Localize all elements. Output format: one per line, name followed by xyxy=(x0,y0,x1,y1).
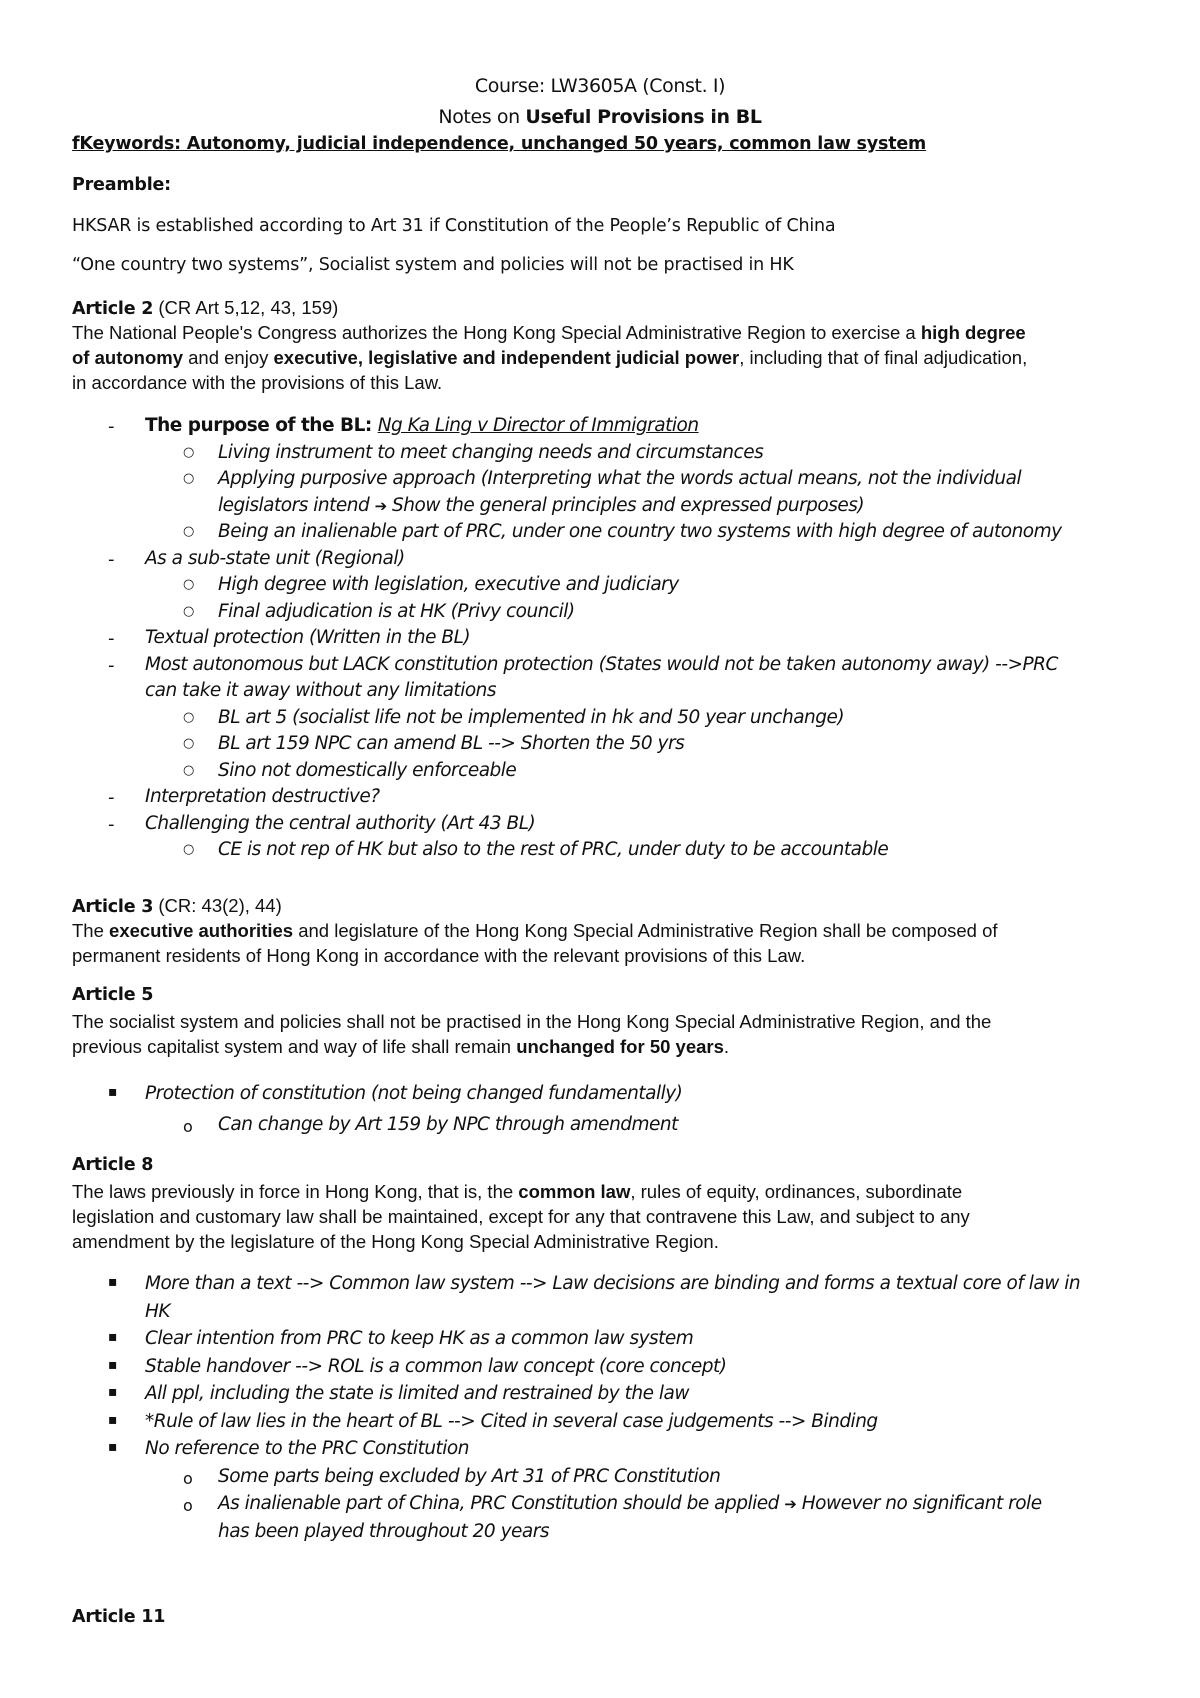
article-5-text-3: . xyxy=(723,1036,730,1057)
note-item xyxy=(218,442,763,463)
dash-bullet-icon: - xyxy=(108,548,115,570)
note-text: Some parts being excluded by Art 31 of PRC Constitution xyxy=(218,1465,721,1487)
note-item xyxy=(145,1383,689,1404)
note-text: No reference to the PRC Constitution xyxy=(145,1438,469,1459)
note-text: However no significant role xyxy=(796,1493,1042,1514)
circle-bullet-icon: ○ xyxy=(183,842,195,857)
circle-bullet-icon: ○ xyxy=(183,603,195,619)
article-8-text-3: legislation and customary law shall be maintained, except for any that contravene this Law, and subject to any xyxy=(72,1206,970,1227)
note-item xyxy=(218,760,516,781)
note-text: As a sub-state unit (Regional) xyxy=(145,547,405,569)
article-2-bold-2: of autonomy xyxy=(72,347,183,368)
article-2-text-4: in accordance with the provisions of this Law. xyxy=(72,372,443,393)
note-text: Protection of constitution (not being changed fundamentally) xyxy=(145,1083,683,1104)
note-item xyxy=(145,548,405,569)
article-2-text-2: and enjoy xyxy=(183,347,274,368)
keywords-line: fKeywords: Autonomy, judicial independence, unchanged 50 years, common law system xyxy=(72,134,927,154)
note-text: CE is not rep of HK but also to the rest of PRC, under duty to be accountable xyxy=(218,839,889,860)
dash-bullet-icon: - xyxy=(108,628,115,649)
article-3-text-2: and legislature of the Hong Kong Special Administrative Region shall be composed of xyxy=(293,920,998,941)
dash-bullet-icon: - xyxy=(108,813,115,835)
circle-bullet-icon: ○ xyxy=(183,709,195,725)
note-text: All ppl, including the state is limited and restrained by the law xyxy=(145,1383,689,1404)
square-bullet-icon: ▪ xyxy=(108,1329,118,1345)
note-item xyxy=(145,813,535,834)
circle-bullet-icon: o xyxy=(183,1117,193,1136)
square-bullet-icon: ▪ xyxy=(108,1274,118,1290)
article-5-heading: Article 5 xyxy=(72,985,154,1005)
note-item xyxy=(145,627,470,648)
article-2-text-1: The National People's Congress authorizes the Hong Kong Special Administrative Region to exercise a xyxy=(72,322,921,343)
article-2-text xyxy=(72,320,1132,395)
note-text: Interpretation destructive? xyxy=(145,786,380,807)
circle-bullet-icon: ○ xyxy=(183,577,195,592)
note-text: Final adjudication is at HK (Privy council) xyxy=(218,600,575,622)
dash-bullet-icon: - xyxy=(108,787,115,808)
article-2-ref: (CR Art 5,12, 43, 159) xyxy=(153,297,339,318)
article-3-ref: (CR: 43(2), 44) xyxy=(153,895,282,916)
article-2-bold-3: executive, legislative and independent judicial power xyxy=(273,347,740,368)
note-text: Being an inalienable part of PRC, under one country two systems with high degree of autonomy xyxy=(218,521,1062,542)
note-text: BL art 5 (socialist life not be implemented in hk and 50 year unchange) xyxy=(218,706,845,728)
note-item xyxy=(218,468,1021,489)
note-item xyxy=(145,680,496,701)
preamble-heading: Preamble: xyxy=(72,175,171,195)
note-item xyxy=(145,1411,878,1432)
note-item xyxy=(145,1328,693,1349)
note-text: Applying purposive approach (Interpreting what the words actual means, not the individual xyxy=(218,468,1022,489)
square-bullet-icon: ▪ xyxy=(108,1084,118,1100)
arrow-right-icon: ➔ xyxy=(374,496,387,515)
note-text: Textual protection (Written in the BL) xyxy=(145,627,471,648)
note-item xyxy=(145,1083,682,1104)
note-item xyxy=(145,1301,170,1322)
article-11-heading: Article 11 xyxy=(72,1607,166,1627)
article-3-text xyxy=(72,918,1132,968)
article-5-text-1: The socialist system and policies shall not be practised in the Hong Kong Special Administrative Region, and the xyxy=(72,1011,992,1032)
note-text: High degree with legislation, executive and judiciary xyxy=(218,574,679,595)
note-text-pre: As inalienable part of China, PRC Constitution should be applied xyxy=(218,1493,785,1514)
article-8-text xyxy=(72,1179,1132,1254)
note-text: More than a text --> Common law system --> Law decisions are binding and forms a textual core of law in xyxy=(145,1273,1081,1294)
article-2-text-3: , including that of final adjudication, xyxy=(739,347,1028,368)
article-5-text-2: previous capitalist system and way of life shall remain xyxy=(72,1036,517,1057)
square-bullet-icon: ▪ xyxy=(108,1411,118,1428)
note-item xyxy=(218,733,684,754)
circle-bullet-icon: o xyxy=(183,1496,193,1515)
note-text: has been played throughout 20 years xyxy=(218,1520,549,1542)
preamble-line-1: HKSAR is established according to Art 31 if Constitution of the People’s Republic of China xyxy=(72,216,836,236)
circle-bullet-icon: ○ xyxy=(183,736,195,751)
article-3-heading: Article 3 xyxy=(72,897,154,917)
article-3-bold-1: executive authorities xyxy=(109,920,294,941)
article-8-text-1: The laws previously in force in Hong Kong, that is, the xyxy=(72,1181,519,1202)
note-item xyxy=(145,1273,1080,1294)
case-reference: Ng Ka Ling v Director of Immigration xyxy=(377,415,699,436)
article-8-text-2: , rules of equity, ordinances, subordinate xyxy=(630,1181,963,1202)
circle-bullet-icon: ○ xyxy=(183,762,195,778)
article-2-bold-1: high degree xyxy=(920,322,1026,343)
note-item xyxy=(145,1438,469,1459)
article-8-text-4: amendment by the legislature of the Hong Kong Special Administrative Region. xyxy=(72,1231,719,1252)
square-bullet-icon: ▪ xyxy=(108,1384,118,1400)
note-item xyxy=(218,601,575,622)
note-text: Most autonomous but LACK constitution protection (States would not be taken autonomy away) -->PRC xyxy=(145,653,1058,675)
arrow-right-icon: ➔ xyxy=(784,1495,797,1513)
note-item xyxy=(145,415,699,436)
circle-bullet-icon: ○ xyxy=(183,524,195,539)
article-3-text-1: The xyxy=(72,920,110,941)
note-item xyxy=(218,1114,678,1135)
note-text: Challenging the central authority (Art 43 BL) xyxy=(145,812,536,834)
notes-title xyxy=(0,106,1200,128)
circle-bullet-icon: ○ xyxy=(183,471,195,486)
note-text: can take it away without any limitations xyxy=(145,680,497,701)
note-text: HK xyxy=(145,1300,171,1322)
notes-title-bold: Useful Provisions in BL xyxy=(525,106,762,128)
note-item xyxy=(218,1521,549,1542)
note-text: Clear intention from PRC to keep HK as a common law system xyxy=(145,1328,694,1349)
article-3-heading-row xyxy=(72,893,282,920)
article-2-heading: Article 2 xyxy=(72,299,154,319)
note-text: Living instrument to meet changing needs and circumstances xyxy=(218,441,764,463)
note-text: Can change by Art 159 by NPC through amendment xyxy=(218,1114,678,1135)
notes-title-prefix: Notes on xyxy=(438,106,526,128)
article-2-heading-row xyxy=(72,295,338,322)
note-bold: The purpose of the BL: xyxy=(145,415,378,436)
note-text: BL art 159 NPC can amend BL --> Shorten the 50 yrs xyxy=(218,733,685,754)
article-8-heading: Article 8 xyxy=(72,1155,154,1175)
circle-bullet-icon: ○ xyxy=(183,444,195,460)
note-item xyxy=(218,1493,1042,1514)
note-item xyxy=(218,521,1062,542)
note-item xyxy=(145,1356,727,1377)
square-bullet-icon: ▪ xyxy=(108,1356,118,1373)
note-text: Show the general principles and expressed purposes) xyxy=(386,494,865,516)
note-item xyxy=(218,1466,720,1487)
article-3-text-3: permanent residents of Hong Kong in accordance with the relevant provisions of this Law. xyxy=(72,945,806,966)
note-item xyxy=(145,654,1058,675)
note-item xyxy=(218,574,679,595)
course-title: Course: LW3605A (Const. I) xyxy=(474,75,726,97)
preamble-line-2: “One country two systems”, Socialist system and policies will not be practised in HK xyxy=(72,255,794,275)
note-item xyxy=(145,786,380,807)
dash-bullet-icon: - xyxy=(108,654,115,676)
note-item xyxy=(218,707,844,728)
note-text: *Rule of law lies in the heart of BL --> Cited in several case judgements --> Binding xyxy=(145,1410,878,1432)
article-5-text xyxy=(72,1009,1132,1059)
dash-bullet-icon: - xyxy=(108,416,115,437)
note-item xyxy=(218,495,864,516)
note-text: Sino not domestically enforceable xyxy=(218,759,517,781)
article-8-bold-1: common law xyxy=(518,1181,631,1202)
square-bullet-icon: ▪ xyxy=(108,1439,118,1455)
article-5-bold-1: unchanged for 50 years xyxy=(516,1036,724,1057)
circle-bullet-icon: o xyxy=(183,1468,193,1488)
note-text: Stable handover --> ROL is a common law concept (core concept) xyxy=(145,1355,727,1377)
note-text-pre: legislators intend xyxy=(218,494,375,516)
note-item xyxy=(218,839,888,860)
